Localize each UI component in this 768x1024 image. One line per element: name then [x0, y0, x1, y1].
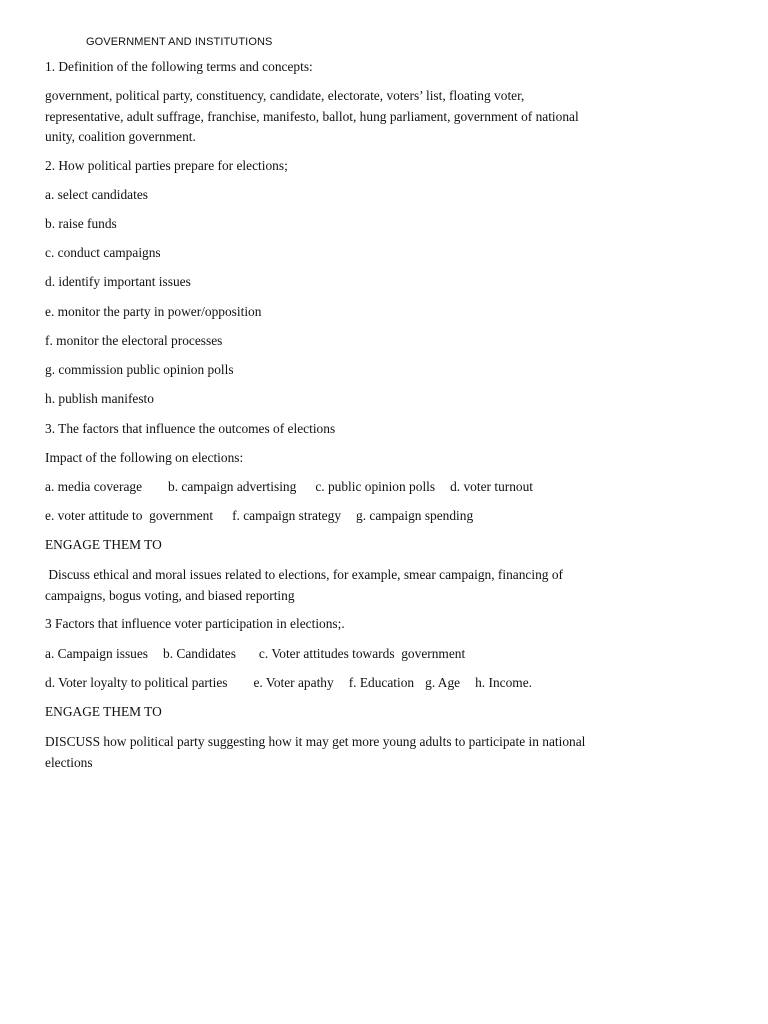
impact-item: b. campaign advertising	[168, 479, 297, 494]
participation-item: b. Candidates	[163, 646, 236, 661]
discuss-line: DISCUSS how political party suggesting how it may get more young adults to participate in national	[45, 734, 586, 749]
participation-row-1	[45, 646, 465, 662]
section1-heading: 1. Definition of the following terms and concepts:	[45, 59, 313, 74]
participation-item: e. Voter apathy	[253, 675, 334, 690]
list-item: a. select candidates	[45, 187, 148, 202]
impact-heading: Impact of the following on elections:	[45, 450, 244, 465]
impact-item: e. voter attitude to government	[45, 508, 214, 523]
list-item: f. monitor the electoral processes	[45, 333, 223, 348]
discuss-line: Discuss ethical and moral issues related to elections, for example, smear campaign, financing of	[45, 567, 563, 582]
participation-item: g. Age	[425, 675, 461, 690]
list-item: e. monitor the party in power/opposition	[45, 304, 262, 319]
engage-label: ENGAGE THEM TO	[45, 537, 162, 552]
impact-row-1	[45, 479, 533, 495]
section1-terms	[45, 86, 685, 148]
list-item: b. raise funds	[45, 216, 117, 231]
impact-item: a. media coverage	[45, 479, 143, 494]
participation-item: d. Voter loyalty to political parties	[45, 675, 228, 690]
terms-line: government, political party, constituency, candidate, electorate, voters’ list, floating voter,	[45, 88, 525, 103]
engage-label: ENGAGE THEM TO	[45, 704, 162, 719]
impact-item: f. campaign strategy	[232, 508, 342, 523]
terms-line: unity, coalition government.	[45, 129, 196, 145]
participation-item: c. Voter attitudes towards government	[258, 646, 466, 661]
list-item: c. conduct campaigns	[45, 245, 161, 260]
participation-row-2	[45, 675, 532, 691]
terms-line: representative, adult suffrage, franchise, manifesto, ballot, hung parliament, government of national	[45, 108, 579, 124]
participation-item: a. Campaign issues	[45, 646, 149, 661]
section3-heading: 3. The factors that influence the outcomes of elections	[45, 421, 336, 436]
impact-item: c. public opinion polls	[315, 479, 436, 494]
list-item: d. identify important issues	[45, 274, 191, 289]
document-title: GOVERNMENT AND INSTITUTIONS	[86, 36, 273, 48]
impact-row-2	[45, 508, 473, 524]
participation-item: f. Education	[348, 675, 415, 690]
discuss-line: elections	[45, 754, 93, 770]
participation-item: h. Income.	[475, 675, 532, 690]
discuss-paragraph	[45, 565, 685, 606]
section2-heading: 2. How political parties prepare for elections;	[45, 158, 288, 173]
impact-item: d. voter turnout	[450, 479, 534, 494]
section4-heading: 3 Factors that influence voter participation in elections;.	[45, 616, 345, 631]
list-item: g. commission public opinion polls	[45, 362, 234, 377]
discuss-line: campaigns, bogus voting, and biased reporting	[45, 587, 295, 603]
list-item: h. publish manifesto	[45, 391, 154, 406]
discuss-paragraph	[45, 732, 685, 773]
impact-item: g. campaign spending	[356, 508, 474, 523]
